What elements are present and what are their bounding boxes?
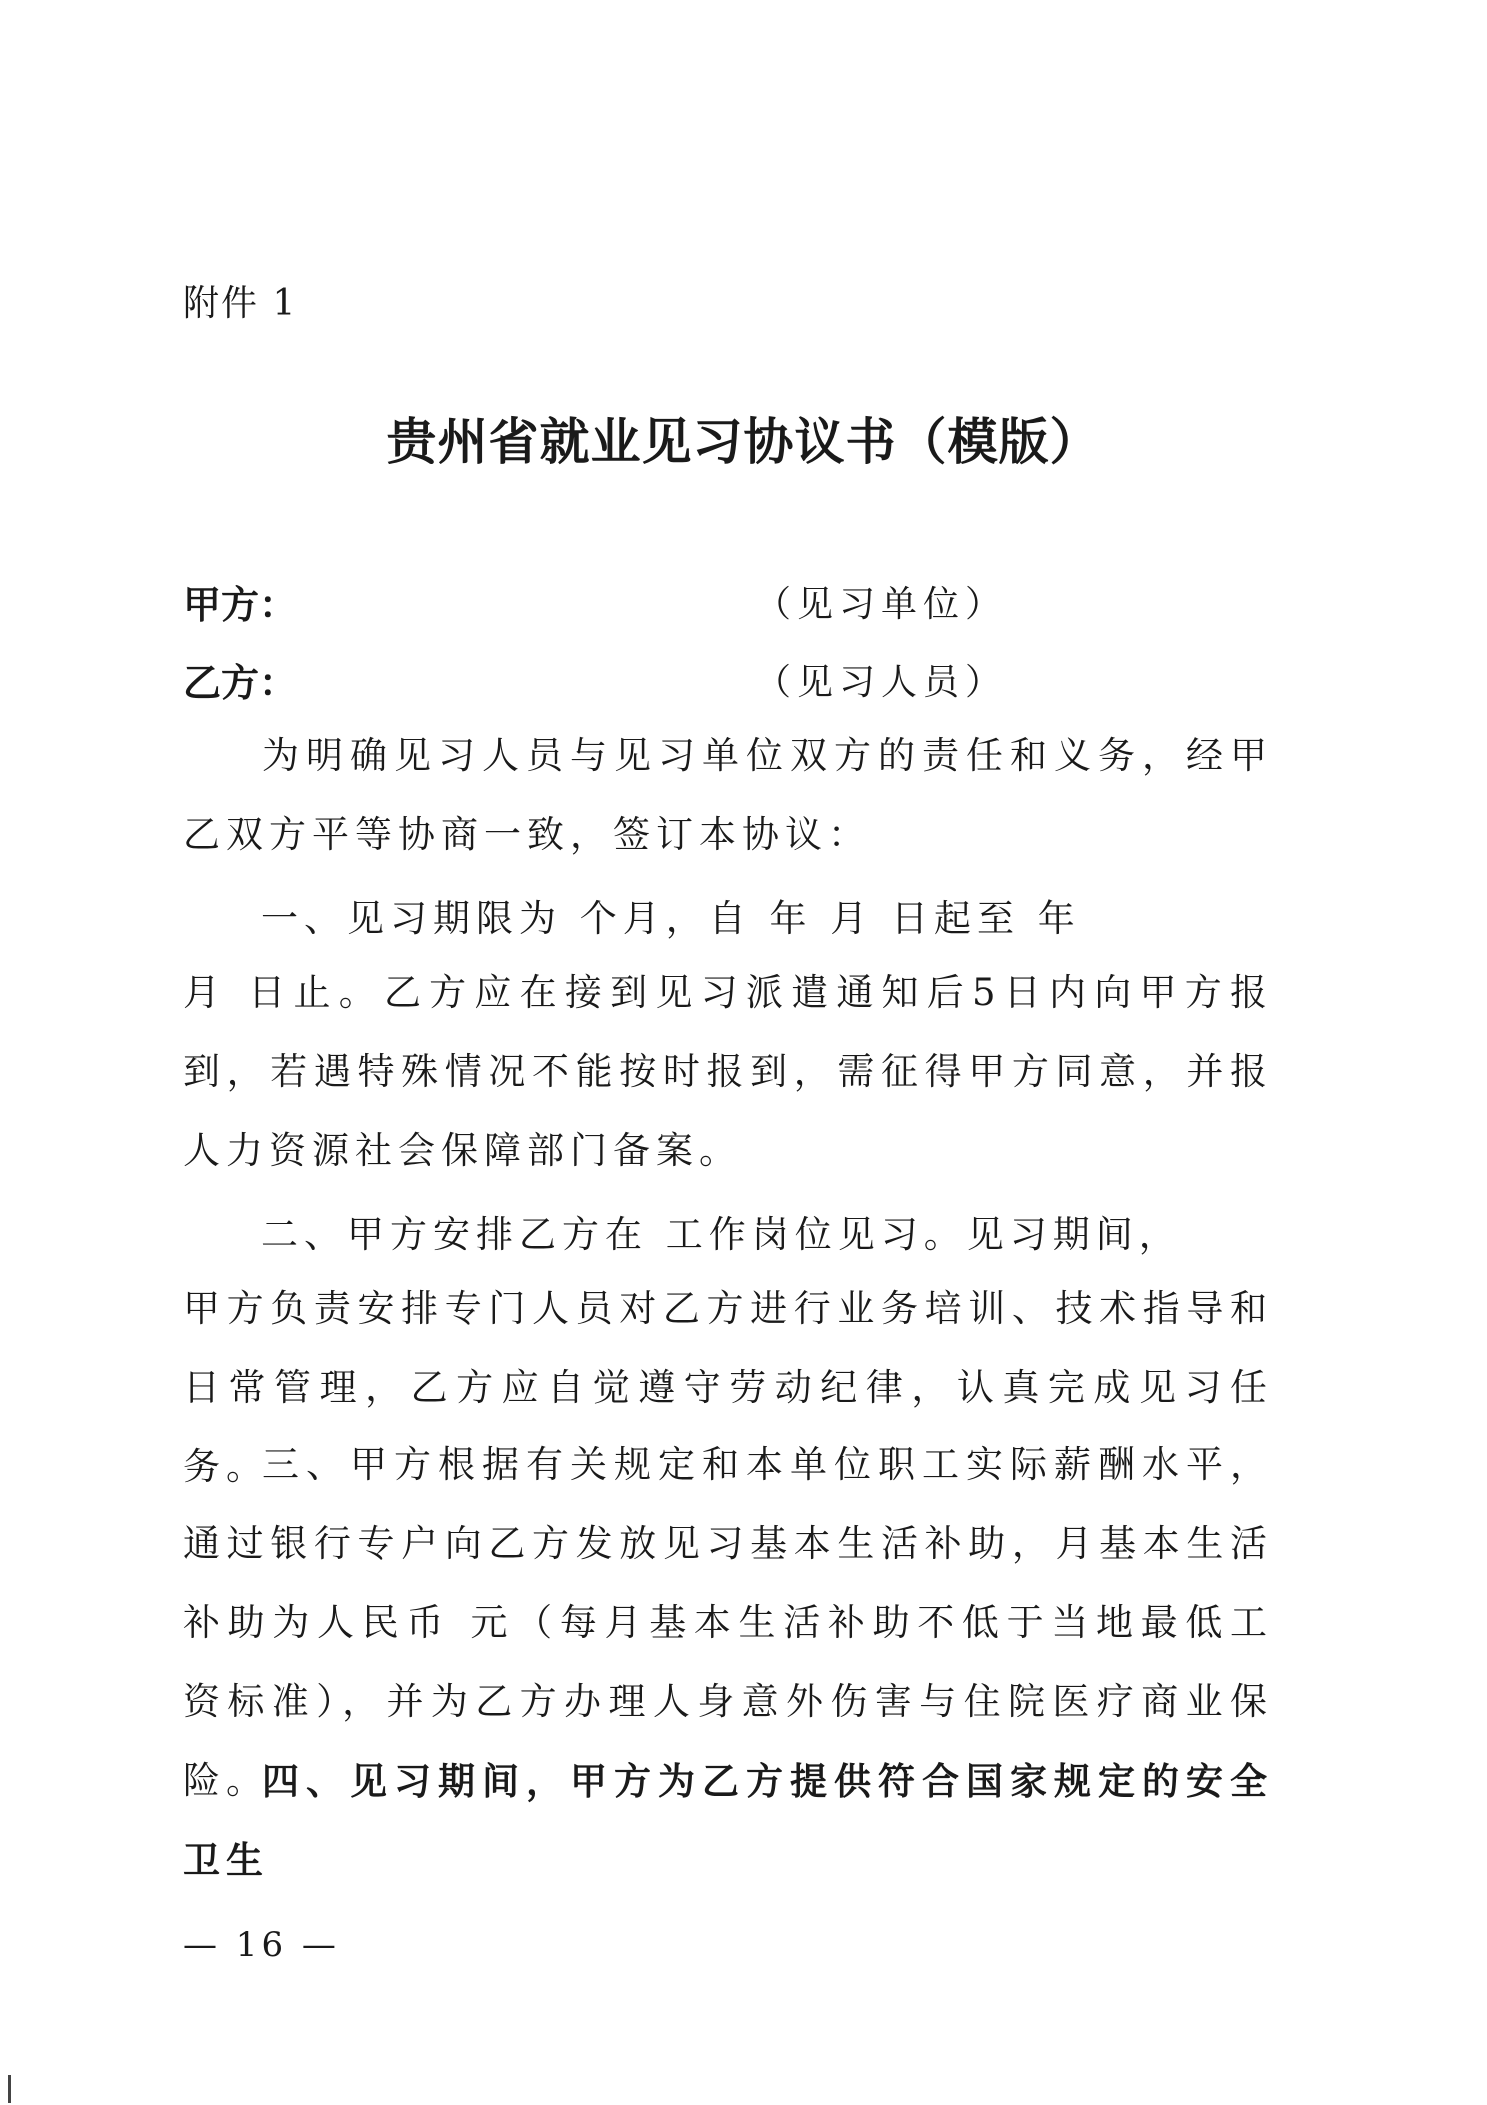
- clause-1-body: 月 日止。乙方应在接到见习派遣通知后5日内向甲方报到，若遇特殊情况不能按时报到，需征得甲方同意，并报人力资源社会保障部门备案。: [183, 971, 1273, 1172]
- scan-edge-mark: [8, 2075, 11, 2103]
- document-title: 贵州省就业见习协议书（模版）: [386, 412, 1101, 471]
- clause-1-first-line: 一、见习期限为 个月，自 年 月 日起至 年: [261, 897, 1081, 940]
- attachment-label: 附件 1: [183, 283, 298, 324]
- party-b-note: （见习人员）: [755, 662, 1008, 703]
- party-b-label: 乙方：: [183, 660, 298, 705]
- page-number: — 16 —: [183, 1925, 340, 1965]
- clause-4-text: 四、见习期间，甲方为乙方提供符合国家规定的安全卫生: [183, 1759, 1273, 1882]
- clause-4-paragraph: [183, 1742, 1273, 1900]
- clause-2-body: 甲方负责安排专门人员对乙方进行业务培训、技术指导和日常管理，乙方应自觉遵守劳动纪律，认真完成见习任务。: [183, 1287, 1273, 1488]
- clause-3-text: 三、甲方根据有关规定和本单位职工实际薪酬水平，通过银行专户向乙方发放见习基本生活补助，月基本生活补助为人民币 元（每月基本生活补助不低于当地最低工资标准），并为乙方办理人身意外伤害与住院医疗商业保险。: [183, 1443, 1273, 1802]
- preamble-paragraph: [183, 716, 1273, 874]
- preamble-text: 为明确见习人员与见习单位双方的责任和义务，经甲乙双方平等协商一致，签订本协议：: [183, 734, 1273, 856]
- party-a-note: （见习单位）: [755, 584, 1008, 625]
- party-a-label: 甲方：: [183, 582, 298, 627]
- clause-2-first-line: 二、甲方安排乙方在 工作岗位见习。见习期间，: [261, 1213, 1182, 1256]
